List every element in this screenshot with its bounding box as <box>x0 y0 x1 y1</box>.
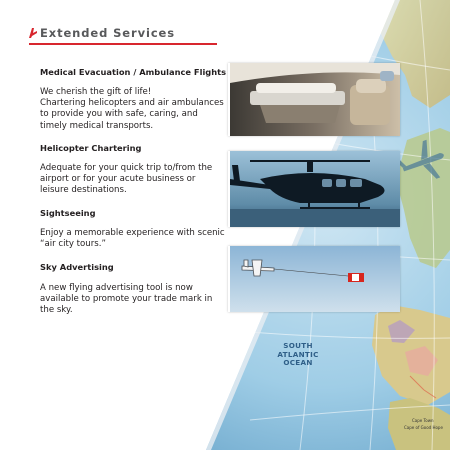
ocean-label-line: OCEAN <box>283 358 313 367</box>
section-body-sightseeing <box>40 228 232 250</box>
body-line: Enjoy a memorable experience with scenic <box>40 228 225 238</box>
photo-ambulance-cabin <box>228 63 400 136</box>
section-body-medical <box>40 87 232 132</box>
body-line: the sky. <box>40 305 73 316</box>
section-title-medical: Medical Evacuation / Ambulance Flights <box>40 67 227 77</box>
section-body-helicopter <box>40 163 232 197</box>
ocean-label-line: ATLANTIC <box>277 349 319 359</box>
map-city-label: Cape Town <box>412 418 434 423</box>
photo-helicopter <box>228 151 400 227</box>
section-title-sightseeing: Sightseeing <box>40 208 96 218</box>
section-title-advertising: Sky Advertising <box>40 262 114 272</box>
ocean-label-line: SOUTH <box>283 341 313 350</box>
body-line: “air city tours.” <box>40 239 106 250</box>
body-line: timely medical transports. <box>40 120 154 131</box>
photo-banner-plane <box>228 246 400 312</box>
page-title: Extended Services <box>40 26 175 40</box>
body-line: Adequate for your quick trip to/from the <box>40 163 213 173</box>
aircraft-tail-icon <box>28 27 38 39</box>
header-rule <box>29 43 217 45</box>
body-line: available to promote your trade mark in <box>40 294 213 305</box>
body-line: leisure destinations. <box>40 185 127 196</box>
body-line: airport or for your acute business or <box>40 174 196 185</box>
body-line: We cherish the gift of life! <box>40 87 152 97</box>
section-body-advertising <box>40 283 232 317</box>
body-line: to provide you with safe, caring, and <box>40 109 198 120</box>
ocean-label <box>264 342 332 368</box>
section-title-helicopter: Helicopter Chartering <box>40 143 142 153</box>
body-line: Chartering helicopters and air ambulances <box>40 98 224 109</box>
body-line: A new flying advertising tool is now <box>40 283 193 293</box>
map-cape-label: Cape of Good Hope <box>404 425 443 430</box>
